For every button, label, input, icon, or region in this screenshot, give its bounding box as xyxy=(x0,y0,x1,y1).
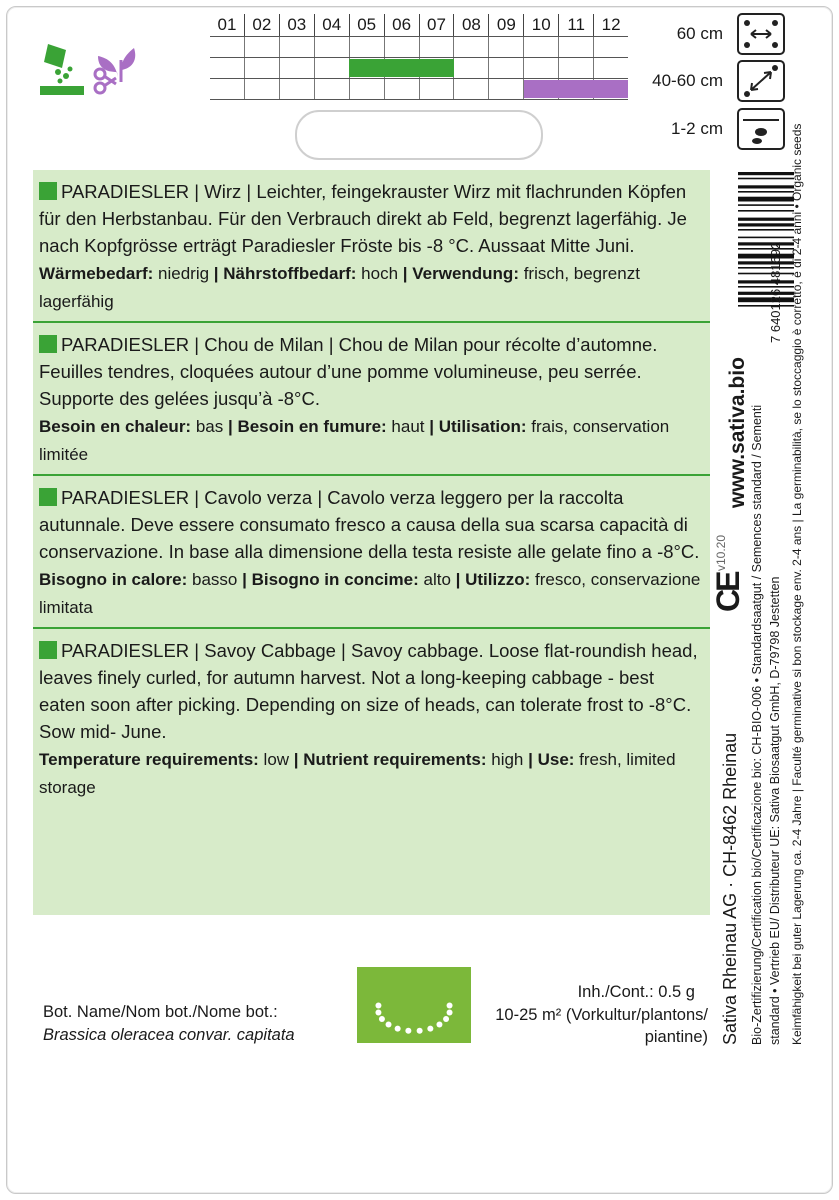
month-label: 12 xyxy=(601,15,621,34)
calendar-months xyxy=(210,14,628,36)
certification-line-2: standard • Vertrieb EU/ Distributeur UE: Sativa Biosaatgut GmbH, D-79798 Jestetten xyxy=(768,576,782,1045)
calendar-row-harvest xyxy=(210,78,628,100)
ce-mark: CE xyxy=(710,573,746,612)
description-panel xyxy=(33,170,710,915)
sowing-harvest-calendar xyxy=(210,14,628,100)
botanical-name-label: Bot. Name/Nom bot./Nome bot.: xyxy=(43,1003,278,1021)
meta-value: fresco, conservazione limitata xyxy=(39,570,701,617)
green-square-icon xyxy=(39,488,57,506)
meta-key: | Verwendung: xyxy=(402,264,519,283)
row-spacing-icon xyxy=(737,13,785,55)
month-label: 03 xyxy=(280,14,315,36)
month-label: 02 xyxy=(245,14,280,36)
month-label: 10 xyxy=(524,14,559,36)
sowing-period-bar xyxy=(349,59,454,77)
plant-spacing-label: 40-60 cm xyxy=(652,71,723,90)
calendar-row-sowing xyxy=(210,57,628,78)
month-label: 06 xyxy=(385,14,420,36)
calendar-row-empty xyxy=(210,36,628,57)
meta-key: | Bisogno in concime: xyxy=(242,570,419,589)
description-en xyxy=(33,629,710,807)
meta-value: niedrig xyxy=(153,264,214,283)
description-de xyxy=(33,170,710,323)
sowing-depth-icon xyxy=(737,108,785,150)
description-text: PARADIESLER | Savoy Cabbage | Savoy cabbage. Loose flat-roundish head, leaves finely curled, for autumn harvest. Not a long-keeping cabbage - best eaten soon after picking. Depending on size of heads, can tolerate frost to -8°C. Sow mid- June. xyxy=(39,640,698,742)
barcode-number: 7 640126 481692 xyxy=(768,241,783,343)
green-square-icon xyxy=(39,335,57,353)
meta-key: | Besoin en fumure: xyxy=(227,417,387,436)
meta-value: fresh, limited storage xyxy=(39,750,676,797)
plant-spacing-icon xyxy=(737,60,785,102)
meta-value: bas xyxy=(191,417,228,436)
green-square-icon xyxy=(39,641,57,659)
month-label: 08 xyxy=(454,14,489,36)
meta-value: haut xyxy=(386,417,430,436)
sowing-icon xyxy=(38,42,84,98)
website-link[interactable]: www.sativa.bio xyxy=(726,357,749,508)
meta-key: | Utilisation: xyxy=(429,417,527,436)
month-label: 05 xyxy=(350,14,385,36)
harvest-period-bar xyxy=(524,80,629,98)
meta-key: | Utilizzo: xyxy=(455,570,531,589)
cultivation-area: 10-25 m² (Vorkultur/plantons/ xyxy=(495,1006,708,1024)
meta-key: Wärmebedarf: xyxy=(39,264,154,283)
description-text: PARADIESLER | Chou de Milan | Chou de Milan pour récolte d’automne. Feuilles tendres, cloquées autour d’une pomme volumineuse, peu serrée. Supporte des gelées jusqu’à -8°C. xyxy=(39,334,658,409)
meta-key: | Nährstoffbedarf: xyxy=(213,264,357,283)
meta-key: Bisogno in calore: xyxy=(39,570,188,589)
company-address: Sativa Rheinau AG · CH-8462 Rheinau xyxy=(720,732,740,1045)
meta-value: frais, conservation limitée xyxy=(39,417,670,464)
month-label: 07 xyxy=(420,14,455,36)
description-fr xyxy=(33,323,710,476)
description-text: PARADIESLER | Wirz | Leichter, feingekrauster Wirz mit flachrunden Köpfen für den Herbstanbau. Für den Verbrauch direkt ab Feld, begrenzt lagerfähig. Je nach Kopfgrösse erträgt Paradiesler Fröste bis -8 °C. Aussaat Mitte Juni. xyxy=(39,181,687,256)
month-label: 01 xyxy=(210,14,245,36)
hang-hole xyxy=(295,110,543,160)
sowing-depth-label: 1-2 cm xyxy=(671,119,723,138)
certification-line-1: Bio-Zertifizierung/Certification bio/Certificazione bio: CH-BIO-006 • Standardsaatgut / Semences standard / Sementi xyxy=(750,404,764,1045)
meta-key: | Nutrient requirements: xyxy=(293,750,487,769)
month-label: 09 xyxy=(489,14,524,36)
meta-value: alto xyxy=(418,570,456,589)
cultivation-area-cont: piantine) xyxy=(644,1028,708,1046)
content-weight: Inh./Cont.: 0.5 g xyxy=(577,983,695,1001)
meta-value: low xyxy=(258,750,294,769)
meta-value: basso xyxy=(187,570,243,589)
meta-value: high xyxy=(486,750,529,769)
meta-value: frisch, begrenzt lagerfähig xyxy=(39,264,640,311)
planting-scissors-icon xyxy=(90,38,146,96)
meta-value: hoch xyxy=(356,264,403,283)
green-square-icon xyxy=(39,182,57,200)
barcode xyxy=(738,168,794,344)
month-label: 04 xyxy=(315,14,350,36)
botanical-name: Brassica oleracea convar. capitata xyxy=(43,1026,295,1044)
meta-key: Temperature requirements: xyxy=(39,750,259,769)
description-it xyxy=(33,476,710,629)
meta-key: Besoin en chaleur: xyxy=(39,417,192,436)
meta-key: | Use: xyxy=(528,750,575,769)
row-spacing-label: 60 cm xyxy=(676,24,723,43)
germination-info: Keimfähigkeit bei guter Lagerung ca. 2-4 Jahre | Faculté germinative si bon stockage env. 2-4 ans | La germinabilità, se lo stoccaggio è corretto, è di 2-4 anni • Organic seeds xyxy=(790,123,804,1045)
month-label: 11 xyxy=(559,14,594,36)
description-text: PARADIESLER | Cavolo verza | Cavolo verza leggero per la raccolta autunnale. Deve essere consumato fresco a causa della sua scarsa capacità di conservazione. In base alla dimensione della testa resiste alle gelate fino a -8°C. xyxy=(39,487,700,562)
version-label: v10.20 xyxy=(714,534,728,571)
eu-organic-logo xyxy=(357,967,471,1043)
